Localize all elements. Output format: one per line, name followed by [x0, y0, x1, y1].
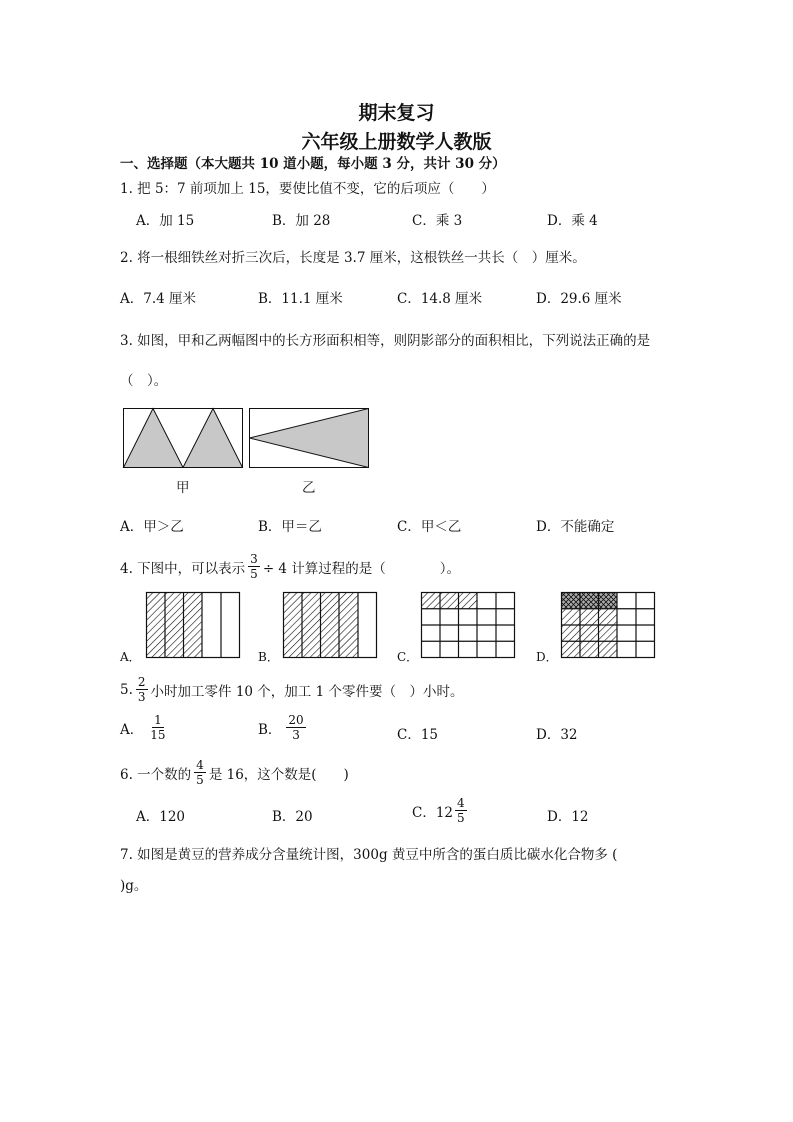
q1-option-c[interactable]: C．乘 3: [412, 213, 463, 229]
q3-option-b[interactable]: B．甲＝乙: [258, 519, 322, 535]
q4-frac-den: 5: [250, 567, 258, 581]
q4-prefix: 4. 下图中，可以表示: [120, 560, 246, 577]
q2-option-a[interactable]: A．7.4 厘米: [120, 291, 197, 307]
q6-prefix: 6. 一个数的: [120, 766, 192, 783]
q6-suffix: 是 16，这个数是( ): [208, 766, 349, 783]
q6-option-c-label: C．12: [412, 804, 454, 821]
question-3-text-cont: （ ）。: [120, 373, 168, 389]
question-5-text: [120, 676, 463, 703]
q6-option-d[interactable]: D．12: [547, 809, 589, 825]
q6-fraction: [194, 759, 206, 786]
q1-option-b[interactable]: B．加 28: [272, 213, 331, 229]
q4-fraction: [248, 553, 260, 580]
q6-frac-den: 5: [196, 773, 204, 787]
q6-option-c-num: 4: [457, 796, 465, 810]
q5-option-b-label: B．: [258, 721, 282, 738]
q3-figure-jia: [123, 408, 243, 468]
q5-option-c[interactable]: C．15: [397, 727, 439, 743]
q3-figure-yi: [249, 408, 369, 468]
question-2-text: 2. 将一根细铁丝对折三次后，长度是 3.7 厘米，这根铁丝一共长（ ）厘米。: [120, 250, 586, 266]
page-subtitle: 六年级上册数学人教版: [301, 131, 492, 153]
q6-option-c-fraction: [455, 797, 467, 824]
question-7-text: 7. 如图是黄豆的营养成分含量统计图，300g 黄豆中所含的蛋白质比碳水化合物多 (: [120, 847, 618, 863]
q5-option-b-den: 3: [292, 728, 300, 742]
q4-label-a: A．: [120, 650, 141, 664]
q5-frac-num: 2: [137, 675, 146, 689]
q5-option-d[interactable]: D．32: [536, 727, 578, 743]
q5-option-a-num: 1: [154, 713, 162, 727]
q6-option-c-den: 5: [457, 811, 465, 825]
q4-figure-c[interactable]: [421, 592, 515, 658]
q5-option-a-den: 15: [150, 728, 166, 742]
q5-prefix: 5.: [120, 681, 133, 698]
q4-figure-d[interactable]: [561, 592, 655, 658]
q5-option-b-num: 20: [288, 713, 304, 727]
section-heading: 一、选择题（本大题共 10 道小题，每小题 3 分，共计 30 分）: [120, 156, 506, 172]
q4-figure-b[interactable]: [283, 592, 377, 658]
q3-option-a[interactable]: A．甲＞乙: [120, 519, 184, 535]
question-7-text-cont: )g。: [120, 878, 148, 894]
question-3-text: 3. 如图，甲和乙两幅图中的长方形面积相等，则阴影部分的面积相比，下列说法正确的是: [120, 333, 651, 349]
q4-label-d: D．: [536, 650, 558, 664]
q5-option-b-fraction: [286, 714, 305, 741]
question-6-text: [120, 759, 349, 786]
q4-label-b: B．: [258, 650, 279, 664]
q2-option-c[interactable]: C．14.8 厘米: [397, 291, 483, 307]
q4-label-c: C．: [397, 650, 419, 664]
q6-option-a[interactable]: A．120: [136, 809, 186, 825]
q5-option-a-label: A．: [120, 721, 144, 738]
q2-option-b[interactable]: B．11.1 厘米: [258, 291, 343, 307]
q5-frac-den: 3: [137, 690, 146, 704]
q6-option-b[interactable]: B．20: [272, 809, 313, 825]
q6-option-c[interactable]: [412, 797, 468, 824]
q3-label-jia: 甲: [176, 480, 190, 496]
q5-option-a[interactable]: [120, 714, 169, 741]
q1-option-a[interactable]: A．加 15: [136, 213, 195, 229]
q3-label-yi: 乙: [302, 480, 316, 496]
question-4-text: [120, 553, 460, 580]
q3-option-c[interactable]: C．甲＜乙: [397, 519, 462, 535]
q5-suffix: 小时加工零件 10 个，加工 1 个零件要（ ）小时。: [150, 683, 464, 700]
q2-option-d[interactable]: D．29.6 厘米: [536, 291, 622, 307]
q5-option-b[interactable]: [258, 714, 307, 741]
q4-frac-num: 3: [250, 552, 258, 566]
q3-option-d[interactable]: D．不能确定: [536, 519, 615, 535]
question-1-text: 1. 把 5：7 前项加上 15，要使比值不变，它的后项应（ ）: [120, 181, 495, 197]
q1-option-d[interactable]: D．乘 4: [547, 213, 598, 229]
q5-option-a-fraction: [148, 714, 167, 741]
q5-fraction: [136, 676, 148, 703]
q6-frac-num: 4: [196, 758, 204, 772]
page-title: 期末复习: [358, 102, 435, 124]
q4-suffix: ÷ 4 计算过程的是（ ）。: [262, 560, 461, 577]
q4-figure-a[interactable]: [146, 592, 240, 658]
